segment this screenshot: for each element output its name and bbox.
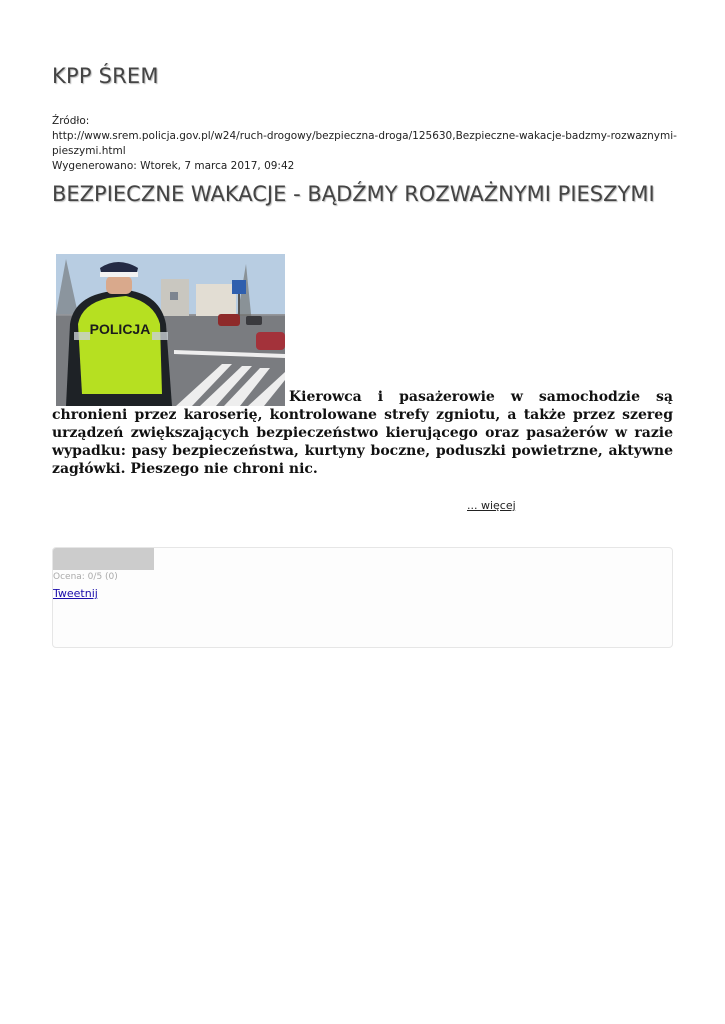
generated-timestamp: Wygenerowano: Wtorek, 7 marca 2017, 09:42 bbox=[52, 160, 295, 172]
read-more-link[interactable]: ... więcej bbox=[467, 499, 516, 512]
police-officer-photo bbox=[56, 254, 285, 406]
rating-stars-bar[interactable] bbox=[53, 548, 154, 570]
tweet-link[interactable]: Tweetnij bbox=[53, 587, 98, 600]
source-label: Źródło: bbox=[52, 115, 90, 127]
vest-label: POLICJA bbox=[89, 321, 151, 337]
article-title: BEZPIECZNE WAKACJE - BĄDŹMY ROZWAŻNYMI PIESZYMI bbox=[52, 182, 655, 206]
source-url: http://www.srem.policja.gov.pl/w24/ruch-drogowy/bezpieczna-droga/125630,Bezpieczne-wakacje-badzmy-rozwaznymi-pieszymi.html bbox=[52, 130, 677, 157]
rating-text: Ocena: 0/5 (0) bbox=[53, 572, 118, 582]
article-body bbox=[52, 254, 673, 478]
rating-panel bbox=[52, 547, 673, 648]
article-photo bbox=[56, 254, 285, 406]
article-lead-text: Kierowca i pasażerowie w samochodzie są chronieni przez karoserię, kontrolowane strefy zgniotu, a także przez szereg urządzeń zwiększających bezpieczeństwo kierującego oraz pasażerów w razie wypadku: pasy bezpieczeństwa, kurtyny boczne, poduszki powietrzne, aktywne zagłówki. Pieszego nie chroni nic. bbox=[52, 389, 673, 477]
source-meta bbox=[52, 114, 677, 174]
site-title: KPP ŚREM bbox=[52, 64, 159, 88]
